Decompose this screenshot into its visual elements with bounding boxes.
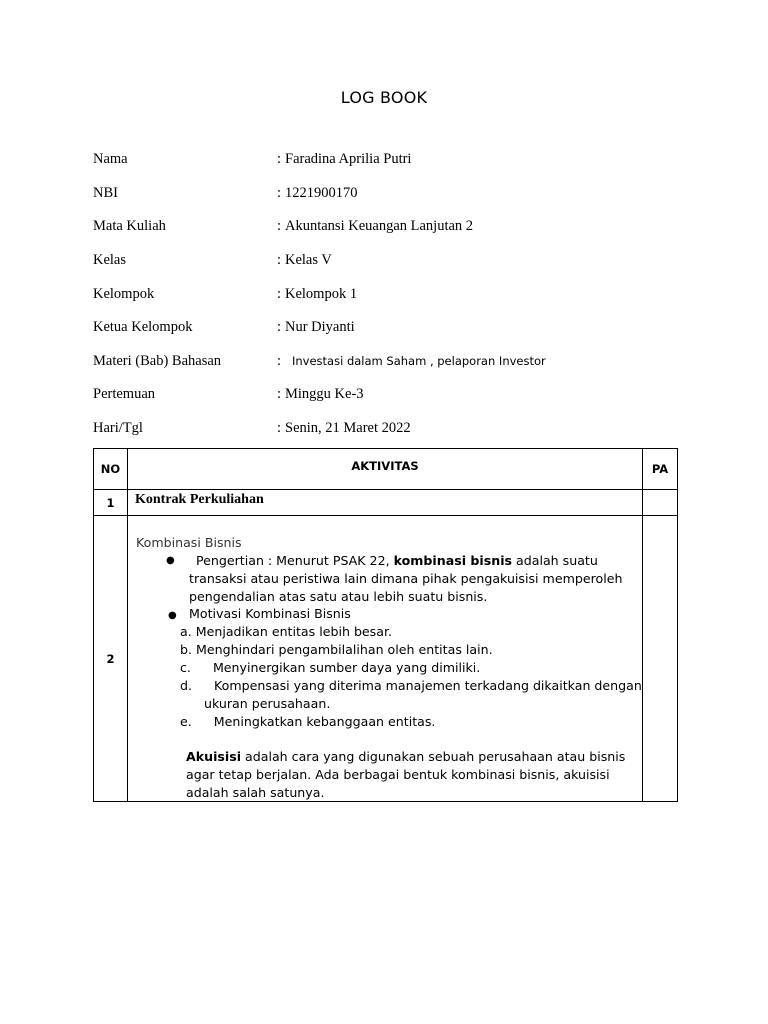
info-separator: : [277, 184, 282, 201]
info-value: Faradina Aprilia Putri [285, 151, 412, 168]
info-label: Hari/Tgl [93, 420, 143, 437]
definition-rest: adalah suatu [512, 553, 598, 568]
list-marker: d. [180, 678, 192, 693]
bullet-dot-icon: ● [168, 610, 177, 621]
row-activity: Kontrak Perkuliahan [128, 490, 643, 516]
info-label: Kelompok [93, 285, 155, 302]
list-item [180, 623, 392, 641]
activity-table [93, 448, 678, 802]
table-row [94, 516, 678, 802]
info-value: Akuntansi Keuangan Lanjutan 2 [285, 218, 474, 235]
info-row-ketua-kelompok [93, 311, 693, 345]
definition-line-2: transaksi atau peristiwa lain dimana pihak pengakuisisi memperoleh [189, 571, 623, 586]
definition-line-3: pengendalian atas satu atau lebih suatu bisnis. [189, 589, 488, 604]
list-item [180, 713, 435, 731]
list-item [180, 641, 493, 659]
info-row-materi [93, 345, 693, 379]
row-activity-content [128, 516, 643, 802]
info-row-nama [93, 143, 693, 177]
list-text: Meningkatkan kebanggaan entitas. [213, 714, 436, 729]
definition-term: kombinasi bisnis [393, 553, 513, 568]
definition-line-1 [196, 552, 598, 570]
akuisisi-line-3: adalah salah satunya. [186, 785, 325, 800]
info-row-mata-kuliah [93, 210, 693, 244]
header-pa: PA [643, 449, 678, 490]
info-row-kelompok [93, 277, 693, 311]
info-separator: : [277, 252, 282, 269]
list-text: Menjadikan entitas lebih besar. [195, 624, 392, 639]
akuisisi-line-2: agar tetap berjalan. Ada berbagai bentuk kombinasi bisnis, akuisisi [186, 767, 610, 782]
info-row-nbi [93, 177, 693, 211]
bullet-dot-icon: ● [166, 555, 175, 566]
info-row-pertemuan [93, 378, 693, 412]
info-value: Kelompok 1 [285, 285, 358, 302]
info-value: Investasi dalam Saham , pelaporan Investor [292, 354, 546, 369]
list-item-continuation: ukuran perusahaan. [204, 696, 331, 711]
info-label: Ketua Kelompok [93, 319, 193, 336]
page-title: LOG BOOK [340, 88, 428, 107]
definition-label: Pengertian : Menurut PSAK 22, [196, 553, 394, 568]
table-header-row [94, 449, 678, 490]
list-item [180, 659, 480, 677]
info-label: Kelas [93, 252, 127, 269]
info-label: Nama [93, 151, 128, 168]
akuisisi-term: Akuisisi [186, 749, 242, 764]
info-value: Senin, 21 Maret 2022 [285, 420, 411, 437]
list-text: Menyinergikan sumber daya yang dimiliki. [212, 660, 481, 675]
info-label: Pertemuan [93, 386, 156, 403]
header-activity: AKTIVITAS [128, 449, 643, 490]
info-separator: : [277, 319, 282, 336]
table-row [94, 490, 678, 516]
motivasi-heading: Motivasi Kombinasi Bisnis [189, 606, 351, 621]
info-separator: : [277, 151, 282, 168]
info-value: Nur Diyanti [285, 319, 355, 336]
header-no: NO [94, 449, 128, 490]
list-item [180, 677, 642, 695]
row-number: 2 [94, 516, 128, 802]
row-pa [643, 516, 678, 802]
section-heading: Kombinasi Bisnis [136, 535, 242, 550]
info-value: 1221900170 [285, 184, 358, 201]
info-row-kelas [93, 244, 693, 278]
list-text: Menghindari pengambilalihan oleh entitas lain. [196, 642, 493, 657]
info-label: NBI [93, 184, 118, 201]
info-separator: : [277, 285, 282, 302]
info-label: Materi (Bab) Bahasan [93, 352, 222, 369]
list-marker: b. [180, 642, 192, 657]
akuisisi-line-1 [186, 748, 625, 766]
list-marker: a. [180, 624, 192, 639]
info-separator: : [277, 420, 282, 437]
info-separator: : [277, 386, 282, 403]
info-value: Minggu Ke-3 [285, 386, 364, 403]
row-number: 1 [94, 490, 128, 516]
info-label: Mata Kuliah [93, 218, 166, 235]
akuisisi-rest: adalah cara yang digunakan sebuah perusahaan atau bisnis [241, 749, 626, 764]
identity-section [93, 143, 693, 445]
info-row-hari-tgl [93, 412, 693, 446]
info-separator: : [277, 352, 282, 369]
info-value: Kelas V [285, 252, 332, 269]
list-marker: e. [180, 714, 192, 729]
info-separator: : [277, 218, 282, 235]
list-marker: c. [180, 660, 191, 675]
row-pa [643, 490, 678, 516]
list-text: Kompensasi yang diterima manajemen terkadang dikaitkan dengan [214, 678, 642, 693]
